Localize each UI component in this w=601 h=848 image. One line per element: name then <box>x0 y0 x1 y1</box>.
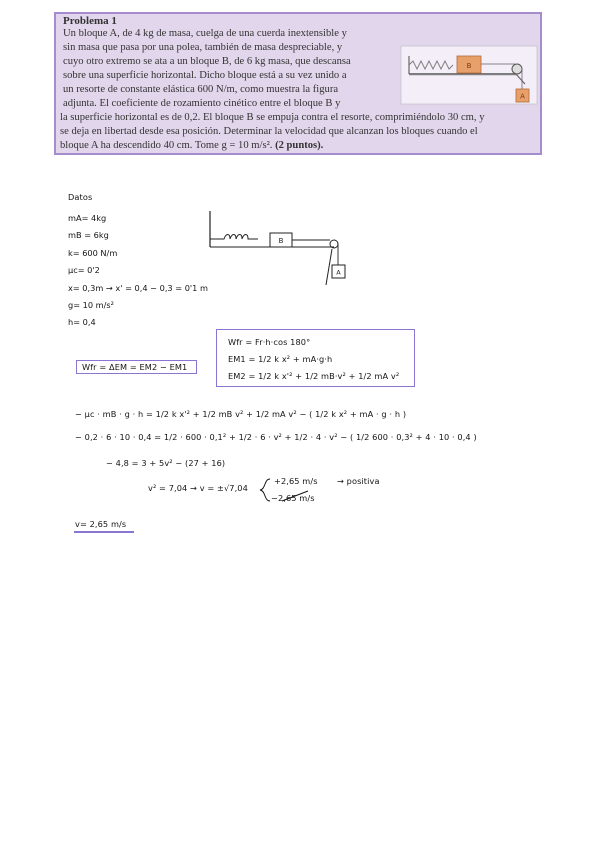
positive-root: +2,65 m/s <box>274 476 318 486</box>
equation-line: − 0,2 · 6 · 10 · 0,4 = 1/2 · 600 · 0,1² + 1/2 · 6 · v² + 1/2 · 4 · v² − ( 1/2 600 · 0,3² + 4 · 10 · 0,4 ) <box>75 432 477 442</box>
equation-line: v² = 7,04 → v = ±√7,04 <box>148 483 248 493</box>
given-item: μc= 0'2 <box>68 265 100 276</box>
energy-definitions-box <box>216 329 415 387</box>
given-item: h= 0,4 <box>68 317 96 328</box>
final-answer-underline <box>74 531 134 533</box>
problem-line: un resorte de constante elástica 600 N/m, como muestra la figura <box>63 84 339 95</box>
problem-line: sobre una superficie horizontal. Dicho bloque está a su vez unido a <box>63 70 347 81</box>
block-a-label: A <box>336 268 341 277</box>
negative-root: −2,65 m/s <box>271 493 315 503</box>
energy-line: Wfr = Fr·h·cos 180° <box>228 337 311 347</box>
problem-line: se deja en libertad desde esa posición. Determinar la velocidad que alcanzan los bloques cuando el <box>60 126 478 137</box>
block-b-label: B <box>466 62 472 70</box>
problem-line: Un bloque A, de 4 kg de masa, cuelga de una cuerda inextensible y <box>63 28 347 39</box>
final-answer: v= 2,65 m/s <box>75 519 127 529</box>
brace-icon <box>258 477 272 503</box>
given-item: x= 0,3m → x' = 0,4 − 0,3 = 0'1 m <box>68 282 208 293</box>
problem-statement-box <box>54 12 542 155</box>
problem-points: (2 puntos). <box>275 140 324 151</box>
problem-text-bottom <box>60 111 540 153</box>
problem-line: adjunta. El coeficiente de rozamiento cinético entre el bloque B y <box>63 98 341 109</box>
work-energy-formula: Wfr = ΔEM = EM2 − EM1 <box>82 362 188 372</box>
work-energy-formula-box <box>76 360 197 374</box>
equation-line: − 4,8 = 3 + 5v² − (27 + 16) <box>106 458 226 468</box>
pulley-icon <box>512 64 522 74</box>
given-item: g= 10 m/s² <box>68 299 114 310</box>
block-b-label: B <box>278 237 284 245</box>
strike-through-mark <box>281 490 309 502</box>
problem-line <box>60 139 540 153</box>
datos-heading: Datos <box>68 192 93 202</box>
given-item: mB = 6kg <box>68 230 109 241</box>
problem-text-top <box>63 27 393 111</box>
energy-line: EM2 = 1/2 k x'² + 1/2 mB·v² + 1/2 mA v² <box>228 371 400 381</box>
block-a-label: A <box>520 92 525 101</box>
problem-line: la superficie horizontal es de 0,2. El bloque B se empuja contra el resorte, comprimiéndolo 30 cm, y <box>60 112 485 123</box>
given-item: k= 600 N/m <box>68 247 118 258</box>
problem-line-text: bloque A ha descendido 40 cm. Tome g = 10 m/s². <box>60 140 276 151</box>
energy-line: EM1 = 1/2 k x² + mA·g·h <box>228 354 333 364</box>
problem-line: cuyo otro extremo se ata a un bloque B, de 6 kg masa, que descansa <box>63 56 351 67</box>
problem-figure <box>399 44 539 106</box>
equation-line: − μc · mB · g · h = 1/2 k x'² + 1/2 mB v² + 1/2 mA v² − ( 1/2 k x² + mA · g · h ) <box>75 409 407 419</box>
problem-title: Problema 1 <box>63 15 117 27</box>
given-item: mA= 4kg <box>68 213 107 223</box>
problem-line: sin masa que pasa por una polea, también de masa despreciable, y <box>63 42 343 53</box>
spring-icon <box>210 235 258 240</box>
setup-sketch <box>208 209 352 287</box>
positive-root-note: → positiva <box>337 476 380 486</box>
